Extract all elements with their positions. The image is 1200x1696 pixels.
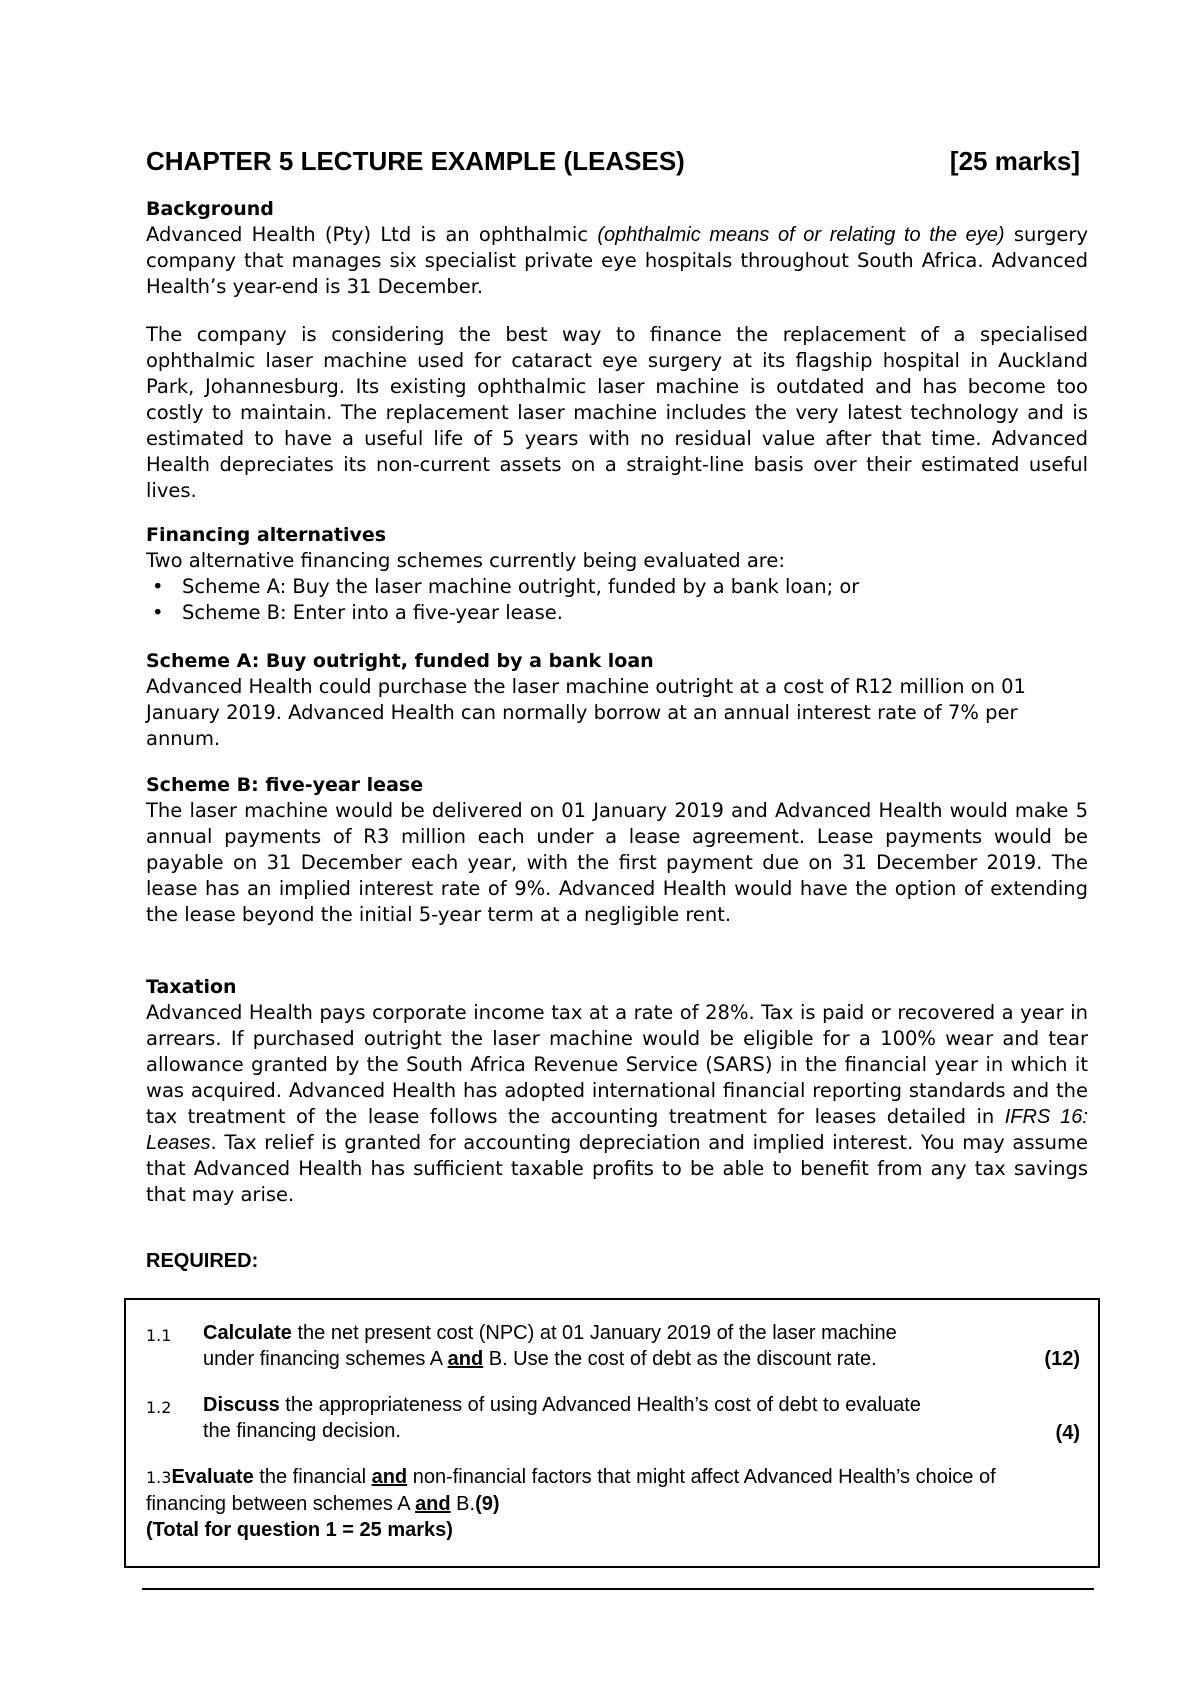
scheme-b-section: [146, 772, 1088, 928]
taxation-text: Advanced Health pays corporate income tax at a rate of 28%. Tax is paid or recovered a year in arrears. If purchased outright the laser machine would be eligible for a 100% wear and tear allowance granted by the South Africa Revenue Service (SARS) in the financial year in which it was acquired. Advanced Health has adopted international financial reporting standards and the tax treatment of the lease follows the accounting treatment for leases detailed in IFRS 16: Leases. Tax relief is granted for accounting depreciation and implied interest. You may assume that Advanced Health has sufficient taxable profits to be able to benefit from any tax savings that may arise.: [146, 1001, 1088, 1206]
background-heading: Background: [146, 198, 274, 220]
total-marks: [25 marks]: [949, 146, 1080, 176]
financing-section: [146, 522, 1088, 626]
financing-heading: Financing alternatives: [146, 524, 387, 546]
question-1-1-marks: (12): [1044, 1348, 1080, 1370]
question-1-3: 1.3Evaluate the financial and non-financial factors that might affect Advanced Health’s choice of financing between schemes A and B.(9) (Total for question 1 = 25 marks): [146, 1466, 996, 1541]
taxation-heading: Taxation: [146, 976, 237, 998]
document-title: [146, 146, 1080, 177]
question-1-2: Discuss the appropriateness of using Advanced Health’s cost of debt to evaluate the financing decision.: [203, 1394, 921, 1442]
scheme-a-text: Advanced Health could purchase the laser machine outright at a cost of R12 million on 01 January 2019. Advanced Health can normally borrow at an annual interest rate of 7% per annum.: [146, 675, 1026, 750]
question-1-3-number: 1.3: [146, 1468, 172, 1487]
questions-box: [124, 1298, 1100, 1568]
background-paragraph-2: The company is considering the best way to finance the replacement of a specialised ophthalmic laser machine used for cataract eye surgery at its flagship hospital in Auckland Park, Johannesburg. Its existing ophthalmic laser machine is outdated and has become too costly to maintain. The replacement laser machine includes the very latest technology and is estimated to have a useful life of 5 years with no residual value after that time. Advanced Health depreciates its non-current assets on a straight-line basis over their estimated useful lives.: [146, 323, 1088, 502]
scheme-a-heading: Scheme A: Buy outright, funded by a bank loan: [146, 650, 654, 672]
question-1-1-verb: Calculate: [203, 1322, 292, 1344]
list-item: • Scheme B: Enter into a five-year lease.: [152, 601, 563, 624]
question-1-2-verb: Discuss: [203, 1394, 280, 1416]
question-1-2-marks: (4): [1055, 1422, 1080, 1444]
background-paragraph-1: Advanced Health (Pty) Ltd is an ophthalmic (ophthalmic means of or relating to the eye) surgery company that manages six specialist private eye hospitals throughout South Africa. Advanced Health’s year-end is 31 December.: [146, 223, 1088, 298]
question-total: (Total for question 1 = 25 marks): [146, 1519, 453, 1541]
question-1-1-number: 1.1: [146, 1326, 172, 1345]
taxation-section: [146, 974, 1088, 1208]
scheme-b-heading: Scheme B: five-year lease: [146, 774, 424, 796]
financing-intro: Two alternative financing schemes currently being evaluated are:: [146, 549, 785, 572]
question-1-3-marks: (9): [475, 1493, 500, 1515]
question-1-2-number: 1.2: [146, 1398, 172, 1417]
question-1-1: Calculate the net present cost (NPC) at 01 January 2019 of the laser machine under financing schemes A and B. Use the cost of debt as the discount rate.: [203, 1322, 897, 1370]
background-italic-note: (ophthalmic means of or relating to the eye): [597, 224, 1005, 246]
required-heading: REQUIRED:: [146, 1250, 259, 1272]
question-1-3-verb: Evaluate: [171, 1466, 254, 1488]
scheme-b-text: The laser machine would be delivered on 01 January 2019 and Advanced Health would make 5 annual payments of R3 million each under a lease agreement. Lease payments would be payable on 31 December each year, with the first payment due on 31 December 2019. The lease has an implied interest rate of 9%. Advanced Health would have the option of extending the lease beyond the initial 5-year term at a negligible rent.: [146, 799, 1088, 926]
ifrs-reference: IFRS 16: Leases: [146, 1106, 1088, 1154]
background-section: [146, 196, 1088, 300]
scheme-a-section: [146, 648, 1088, 752]
bottom-divider: [142, 1588, 1094, 1590]
financing-list: [146, 574, 1088, 626]
list-item: • Scheme A: Buy the laser machine outright, funded by a bank loan; or: [152, 575, 860, 598]
title-text: CHAPTER 5 LECTURE EXAMPLE (LEASES): [146, 146, 685, 176]
